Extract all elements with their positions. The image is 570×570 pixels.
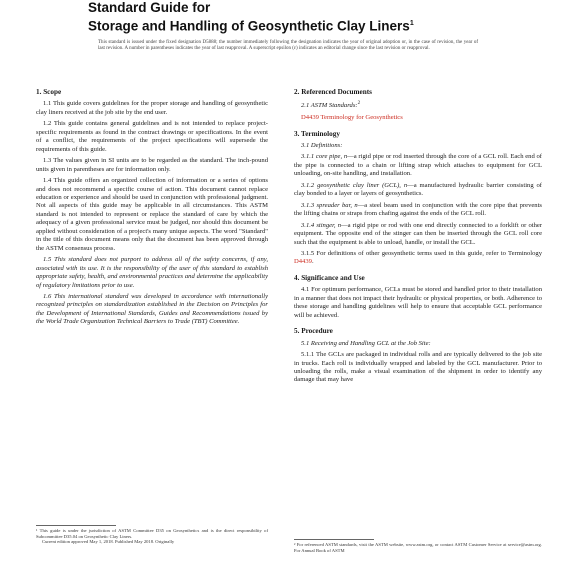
footnote-1-edition: Current edition approved May 1, 2018. Published May 2018. Originally	[42, 539, 175, 545]
section-heading-scope: 1. Scope	[36, 88, 62, 96]
footnote-divider-right	[294, 539, 374, 540]
paragraph-2-1	[294, 100, 542, 111]
document-title	[88, 0, 508, 35]
footnote-2: ² For referenced ASTM standards, visit the ASTM website, www.astm.org, or contact ASTM Customer Service at service@astm.org. For Annual Book of ASTM	[294, 542, 542, 553]
section-heading-referenced-documents: 2. Referenced Documents	[294, 88, 372, 96]
definition-core-pipe: —a rigid pipe or rod inserted through the core of a GCL roll. Each end of the pipe is connected to a chain or lifting strap which attaches to equipment for GCL unloading, on-site handling, and installation.	[294, 153, 542, 178]
term-spreader-bar: 3.1.3 spreader bar, n	[301, 201, 358, 209]
paragraph-5-1: 5.1 Receiving and Handling GCL at the Job Site:	[301, 339, 431, 347]
terminology-link[interactable]: D4439	[294, 258, 312, 266]
section-heading-procedure: 5. Procedure	[294, 327, 333, 336]
footnote-divider-left	[36, 525, 116, 526]
paragraph-1-5: 1.5 This standard does not purport to address all of the safety concerns, if any, associated with its use. It is the responsibility of the user of this standard to establish appropriate safety, health, and environmental practices and determine the applicability of regulatory limitations prior to use.	[36, 256, 268, 289]
section-heading-terminology: 3. Terminology	[294, 129, 340, 138]
term-gcl: 3.1.2 geosynthetic clay liner (GCL), n	[301, 181, 408, 189]
paragraph-4-1: 4.1 For optimum performance, GCLs must be stored and handled prior to their installation in a manner that does not impact their hydraulic or physical properties, or both. Adherence to these storage and handling guidelines will help to ensure that acceptable GCL performance will be achieved.	[294, 286, 542, 319]
footnote-left	[36, 528, 268, 545]
left-column	[36, 88, 268, 330]
title-text: Storage and Handling of Geosynthetic Clay Liners	[88, 18, 410, 34]
reference-code-link[interactable]: D4439	[301, 114, 319, 122]
astm-standards-label: 2.1 ASTM Standards:	[301, 102, 358, 110]
title-footnote-marker: 1	[409, 20, 414, 27]
paragraph-3-1-4	[294, 222, 542, 247]
paragraph-3-1-3	[294, 202, 542, 219]
paragraph-1-6: 1.6 This international standard was developed in accordance with internationally recognized principles on standardization established in the Decision on Principles for the Development of International Standards, Guides and Recommendations issued by the World Trade Organization Technical Barriers to Trade (TBT) Committee.	[36, 292, 268, 326]
reference-title-link[interactable]: Terminology for Geosynthetics	[320, 114, 403, 122]
footnote-1: ¹ This guide is under the jurisdiction of ASTM Committee D35 on Geosynthetics and is the direct responsibility of Subcommittee D35.04 on Geosynthetic Clay Liners.	[36, 528, 268, 539]
section-heading-significance: 4. Significance and Use	[294, 273, 365, 282]
definition-gcl: —a manufactured hydraulic barrier consisting of clay bonded to a layer or layers of geosynthetics.	[294, 181, 542, 198]
paragraph-1-4: 1.4 This guide offers an organized collection of information or a series of options and does not recommend a specific course of action. This document cannot replace education or experience and should be used in conjunction with professional judgment. Not all aspects of this guide may be applicable in all circumstances. This ASTM standard is not intended to represent or replace the standard of care by which the adequacy of a given professional service must be judged, nor should this document be applied without consideration of a project's many unique aspects. The word "Standard" in the title of this document means only that the document has been approved through the ASTM consensus process.	[36, 177, 268, 252]
paragraph-3-1: 3.1 Definitions:	[301, 142, 343, 149]
paragraph-1-1: 1.1 This guide covers guidelines for the proper storage and handling of geosynthetic clay liners received at the job site by the end user.	[36, 100, 268, 116]
reference-d4439[interactable]	[294, 114, 542, 122]
term-stinger: 3.1.4 stinger, n	[301, 221, 342, 229]
right-column	[294, 88, 542, 388]
paragraph-1-3: 1.3 The values given in SI units are to be regarded as the standard. The inch-pound units given in parentheses are for information only.	[36, 157, 268, 173]
title-line-1: Standard Guide for	[88, 0, 211, 15]
definition-stinger: —a rigid pipe or rod with one end directly connected to a forklift or other equipment. The opposite end of the stinger can then be inserted through the GCL roll core such that the equipment is able to unload, handle, or install the GCL.	[294, 221, 543, 246]
paragraph-5-1-1: 5.1.1 The GCLs are packaged in individual rolls and are typically delivered to the job site in trucks. Each roll is individually wrapped and labeled by the GCL manufacturer. Prior to unloading the rolls, make a visual examination of the shipment in order to identify any damage that may have	[294, 351, 542, 384]
paragraph-3-1-5: 3.1.5 For definitions of other geosynthetic terms used in this guide, refer to Terminology D4439.	[294, 249, 542, 266]
paragraph-3-1-1	[294, 153, 542, 178]
paragraph-1-2: 1.2 This guide contains general guidelines and is not intended to replace project-specific requirements as found in the contract drawings or specifications. In the event of a conflict, the requirements of the project specifications will supersede the requirements of this guide.	[36, 120, 268, 153]
definition-spreader-bar: —a steel beam used in conjunction with the core pipe that prevents the lifting chains or straps from chafing against the ends of the GCL roll.	[294, 201, 542, 218]
paragraph-3-1-2	[294, 182, 542, 199]
other-terms-text: 3.1.5 For definitions of other geosynthetic terms used in this guide, refer to Terminology	[301, 249, 542, 257]
term-core-pipe: 3.1.1 core pipe, n	[301, 153, 348, 161]
title-line-2	[88, 16, 508, 35]
designation-note: This standard is issued under the fixed designation D5888; the number immediately following the designation indicates the year of original adoption or, in the case of revision, the year of last revision. A number in parentheses indicates the year of last reapproval. A superscript epsilon (ε) indicates an editorial change since the last revision or reapproval.	[98, 40, 478, 51]
footnote-marker-2: 2	[357, 101, 361, 107]
